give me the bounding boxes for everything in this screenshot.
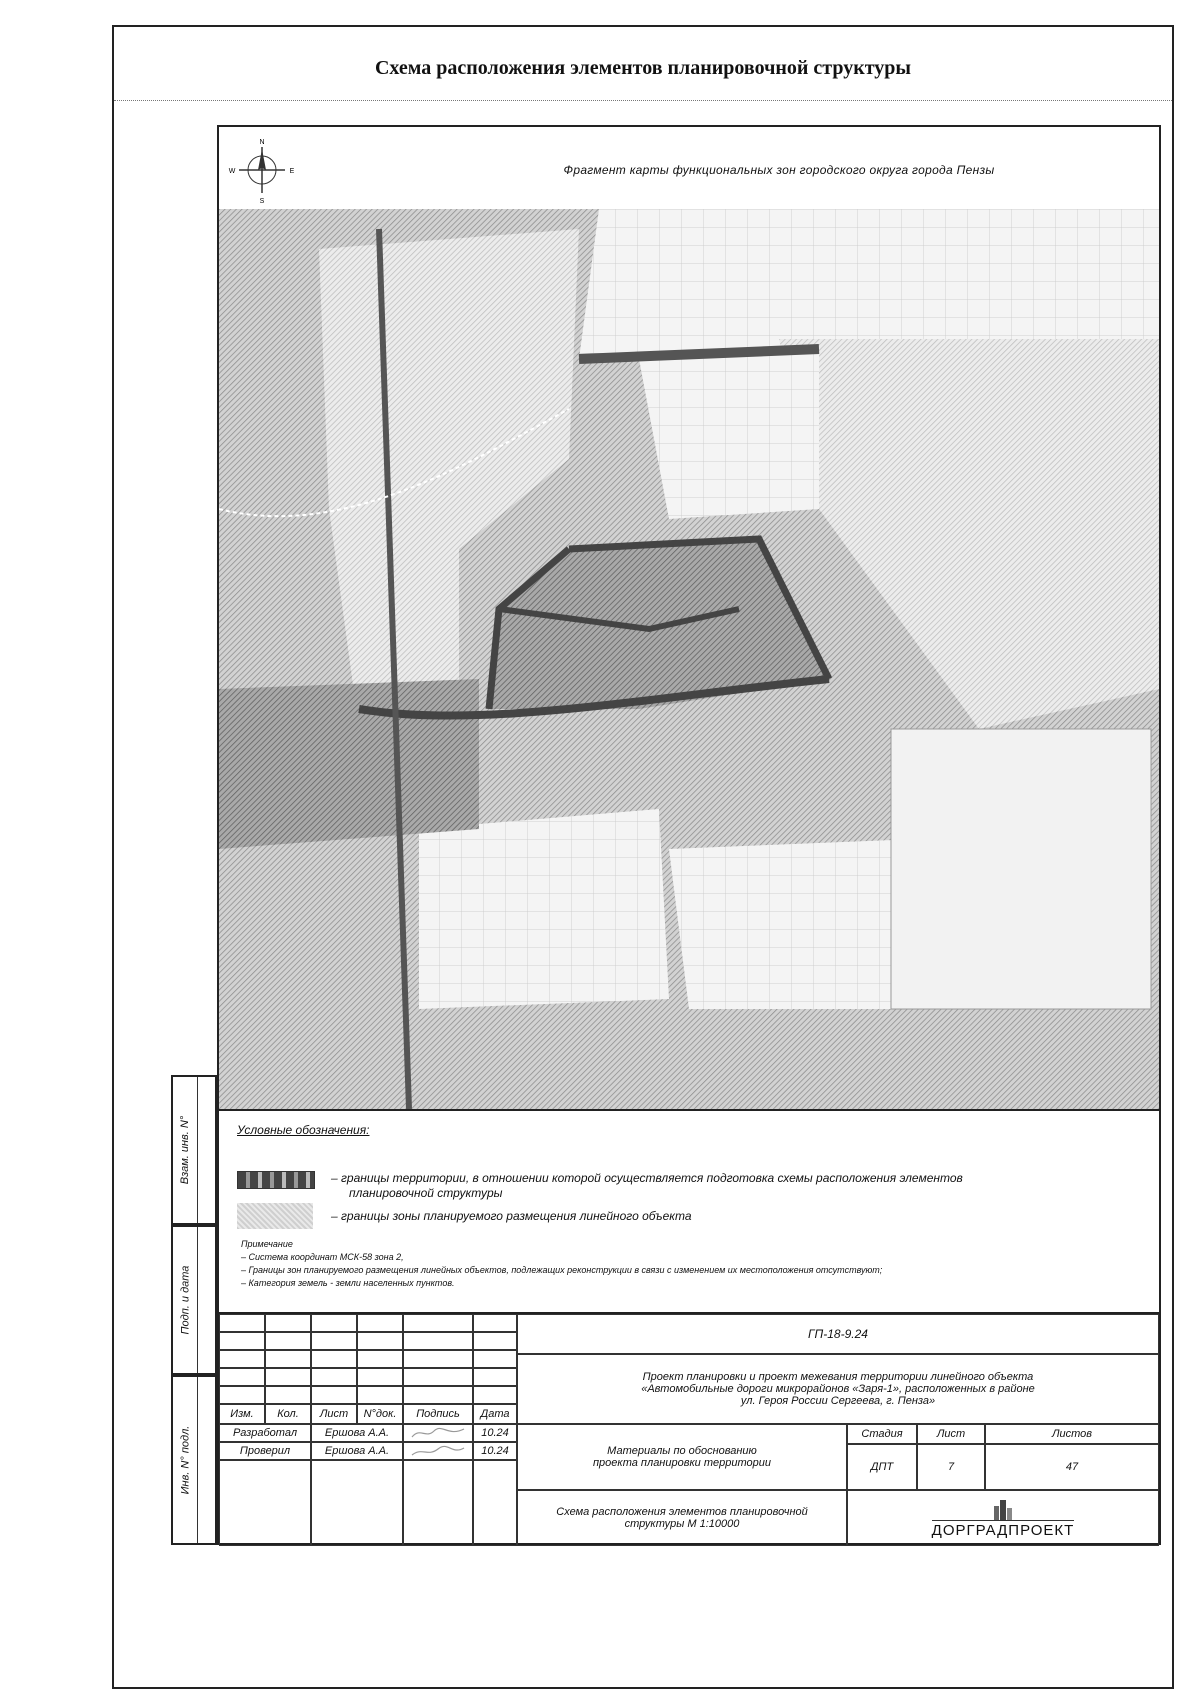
side-box-podp	[171, 1225, 217, 1375]
map-zone-residential-south	[419, 809, 669, 1009]
signature-icon	[408, 1443, 468, 1459]
date-developer: 10.24	[473, 1424, 517, 1442]
page-title: Схема расположения элементов планировочной структуры	[374, 57, 912, 79]
sheets-value: 47	[985, 1444, 1159, 1490]
legend-swatch-territory	[237, 1171, 315, 1189]
materials-line2: проекта планировки территории	[593, 1457, 771, 1469]
legend-text-zone: – границы зоны планируемого размещения линейного объекта	[331, 1209, 692, 1223]
map-zone-west	[219, 679, 479, 849]
drawing-frame	[112, 25, 1174, 1689]
company-logo-icon	[988, 1498, 1018, 1520]
map-zone-residential-north	[579, 209, 1159, 359]
materials-title	[517, 1424, 847, 1490]
note-2: – Границы зон планируемого размещения линейных объектов, подлежащих реконструкции в связи с изменением их местоположения отсутствуют;	[241, 1265, 883, 1275]
sheets-header: Листов	[985, 1424, 1159, 1444]
note-1: – Система координат МСК-58 зона 2,	[241, 1252, 404, 1262]
compass-w: W	[228, 168, 236, 175]
hdr-kol: Кол.	[265, 1404, 311, 1424]
role-checker: Проверил	[219, 1442, 311, 1460]
side-label-vzam: Взам. инв. N°	[179, 1115, 191, 1185]
side-label-inv: Инв. N° подл.	[179, 1425, 191, 1495]
zone-map-graphic	[219, 209, 1159, 1109]
legend-title: Условные обозначения:	[237, 1123, 370, 1137]
hdr-podpis: Подпись	[403, 1404, 473, 1424]
materials-line1: Материалы по обоснованию	[607, 1445, 757, 1457]
note-3: – Категория земель - земли населенных пунктов.	[241, 1278, 455, 1288]
map-zone-residential-center	[639, 349, 819, 519]
hdr-izm: Изм.	[219, 1404, 265, 1424]
stage-value: ДПТ	[847, 1444, 917, 1490]
map-inset-legend	[891, 729, 1151, 1009]
side-label-podp: Подп. и дата	[179, 1265, 191, 1335]
map-header	[219, 127, 1159, 211]
compass-e: E	[289, 168, 295, 175]
side-box-vzam	[171, 1075, 217, 1225]
signature-icon	[408, 1425, 468, 1441]
document-code: ГП-18-9.24	[517, 1314, 1159, 1354]
title-block	[219, 1312, 1159, 1547]
hdr-ndok: N°док.	[357, 1404, 403, 1424]
company-name: ДОРГРАДПРОЕКТ	[931, 1521, 1075, 1539]
compass-s: S	[259, 198, 265, 205]
hdr-list: Лист	[311, 1404, 357, 1424]
date-checker: 10.24	[473, 1442, 517, 1460]
legend-text-territory-2: планировочной структуры	[349, 1186, 503, 1200]
project-title-line2: «Автомобильные дороги микрорайонов «Заря-1», расположенных в районе	[641, 1383, 1035, 1395]
compass-icon	[227, 135, 297, 205]
hdr-data: Дата	[473, 1404, 517, 1424]
signature-checker	[403, 1442, 473, 1460]
project-title-line1: Проект планировки и проект межевания территории линейного объекта	[642, 1371, 1034, 1383]
name-developer: Ершова А.А.	[311, 1424, 403, 1442]
drawing-title	[517, 1490, 847, 1546]
drawing-title-line1: Схема расположения элементов планировочной	[556, 1506, 808, 1518]
project-title-line3: ул. Героя России Сергеева, г. Пенза»	[740, 1395, 936, 1407]
company-block	[847, 1490, 1159, 1546]
drawing-title-line2: структуры М 1:10000	[624, 1518, 740, 1530]
sheet-header: Лист	[917, 1424, 985, 1444]
stage-header: Стадия	[847, 1424, 917, 1444]
sheet	[217, 125, 1161, 1545]
title-divider	[114, 100, 1172, 101]
name-checker: Ершова А.А.	[311, 1442, 403, 1460]
project-title	[517, 1354, 1159, 1424]
notes-title: Примечание	[241, 1239, 293, 1249]
compass-n: N	[259, 139, 265, 146]
signature-developer	[403, 1424, 473, 1442]
sheet-value: 7	[917, 1444, 985, 1490]
legend-text-territory: – границы территории, в отношении которой осуществляется подготовка схемы расположения элементов	[331, 1171, 963, 1185]
zone-map	[219, 209, 1159, 1111]
legend-swatch-zone	[237, 1203, 313, 1229]
legend	[219, 1111, 1159, 1311]
map-caption: Фрагмент карты функциональных зон городского округа города Пензы	[563, 163, 995, 177]
side-box-inv	[171, 1375, 217, 1545]
role-developer: Разработал	[219, 1424, 311, 1442]
notes	[241, 1238, 882, 1290]
